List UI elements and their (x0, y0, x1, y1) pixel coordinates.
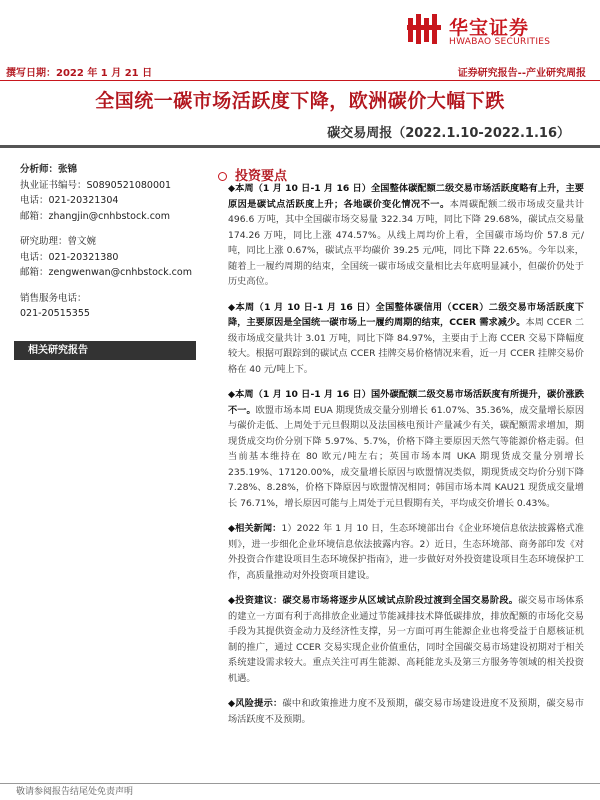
paragraph-lead: ◆风险提示： (228, 698, 283, 709)
paragraph-investment-advice (228, 593, 584, 686)
header-divider (0, 80, 600, 81)
report-category: 证券研究报告--产业研究周报 (457, 68, 586, 79)
page-subtitle: 碳交易周报（2022.1.10-2022.1.16） (327, 126, 570, 141)
paragraph-ccer (228, 300, 584, 378)
hwabao-logo-icon (405, 10, 443, 48)
logo-text-cn: 华宝证券 (449, 17, 530, 39)
paragraph-body: 1）2022 年 1 月 10 日，生态环境部出台《企业环境信息依法披露格式准则》，进一步细化企业环境信息依法披露内容。2）近日，生态环境部、商务部印发《对外投资合作建设项目生态环境保护指南》，进一步做好对外投资建设项目生态环境保护工作，高质量推动对外投资项目建设。 (228, 523, 584, 581)
paragraph-body: 碳中和政策推进力度不及预期，碳交易市场建设进度不及预期，碳交易市场活跃度不及预期。 (228, 698, 584, 725)
report-date: 撰写日期：2022 年 1 月 21 日 (6, 68, 153, 79)
paragraph-body: 碳交易市场体系的建立一方面有利于高排放企业通过节能减排技术降低碳排放，排放配额的市场化交易手段为其提供资金动力及经济性支撑，另一方面可再生能源企业也将受益于自愿核证机制的推广，通过 CCER 交易实现企业价值重估，同时全国碳交易市场建设初期对于相关系统建设需求较大。重点关注可再生能源、高耗能龙头及第三方服务等领域的相关投资机遇。 (228, 595, 584, 684)
paragraph-news (228, 521, 584, 583)
paragraph-lead: ◆本周（1 月 10 日-1 月 16 日）国外碳配额二级交易市场活跃度有所提升，碳价涨跌不一。 (228, 389, 584, 416)
bullet-circle-icon (218, 172, 227, 181)
analyst-name: 分析师：张锦 (20, 164, 78, 175)
analyst-email[interactable]: 邮箱：zhangjin@cnhbstock.com (20, 210, 170, 222)
section-title: 投资要点 (235, 169, 288, 184)
assistant-email[interactable]: 邮箱：zengwenwan@cnhbstock.com (20, 267, 192, 278)
page-title: 全国统一碳市场活跃度下降，欧洲碳价大幅下跌 (95, 90, 505, 112)
paragraph-lead: ◆相关新闻： (228, 523, 282, 534)
paragraph-risk (228, 696, 584, 727)
analyst-phone: 电话：021-20321304 (20, 195, 119, 206)
paragraph-lead: ◆投资建议：碳交易市场将逐步从区域试点阶段过渡到全国交易阶段。 (228, 595, 519, 606)
title-divider (0, 145, 600, 148)
main-content (228, 181, 584, 737)
footer-disclaimer: 敬请参阅报告结尾处免责声明 (16, 787, 134, 797)
company-logo (405, 10, 595, 50)
paragraph-international (228, 387, 584, 511)
assistant-phone: 电话：021-20321380 (20, 251, 119, 263)
sales-phone: 021-20515355 (20, 308, 90, 319)
paragraph-body: 本周碳配额二级市场成交量共计 496.6 万吨，其中全国碳市场交易量 322.34 万吨，同比下降 29.68%，碳试点交易量 174.26 万吨，同比上涨 474.57%。从线上周均价上看，全国碳市场均价 57.8 元/吨，同比上涨 0.67%，碳试点平均碳价 39.25 元/吨，同比下降 22.65%。今年以来，随着上一履约周期的结束，全国统一碳市场成交量相比去年底明显减小，但碳价仍处于历史高位。 (228, 198, 585, 287)
assistant-name: 研究助理：曾文婉 (20, 236, 97, 247)
analyst-sidebar (20, 162, 200, 322)
paragraph-lead: ◆本周（1 月 10 日-1 月 16 日）全国整体碳配额二级交易市场活跃度略有上升，主要原因是碳试点活跃度上升；各地碳价变化情况不一。 (228, 183, 584, 210)
analyst-cert: 执业证书编号：S0890521080001 (20, 179, 172, 191)
related-reports-header: 相关研究报告 (14, 341, 196, 360)
paragraph-lead: ◆本周（1 月 10 日-1 月 16 日）全国整体碳信用（CCER）二级交易市场活跃度下降，主要原因是全国统一碳市场上一履约周期的结束，CCER 需求减少。 (228, 301, 584, 328)
paragraph-body: 欧盟市场本周 EUA 期现货成交量分别增长 61.07%、35.36%，成交量增长原因与碳价走低、上周处于元旦假期以及法国核电预计产量减少有关，碳配额需求增加，期现货成交均价分别下降 5.97%、5.7%，价格下降主要原因天然气等能源价格走弱。但当前基本维持在 80 欧元/吨左右；英国市场本周 UKA 期现货成交量分别增长 235.19%、17120.00%，成交量增长原因与欧盟情况类似，期现货成交均价分别下降 7.28%、8.28%，价格下降原因与欧盟情况相同；韩国市场本周 KAU21 现货成交量增长 76.71%，增长原因可能与上周处于元旦假期有关，平均成交价增长 0.43%。 (228, 404, 585, 509)
paragraph-carbon-allowance (228, 181, 584, 290)
sales-label: 销售服务电话： (20, 292, 87, 304)
paragraph-body: 本周 CCER 二级市场成交量共计 3.01 万吨，同比下降 84.97%，主要由于上海 CCER 交易下降幅度较大。根据可跟踪到的碳试点 CCER 挂牌交易价格情况来看，近一月 CCER 挂牌交易价格在 40 元/吨上下。 (228, 317, 584, 375)
logo-text-en: HWABAO SECURITIES (449, 37, 551, 47)
